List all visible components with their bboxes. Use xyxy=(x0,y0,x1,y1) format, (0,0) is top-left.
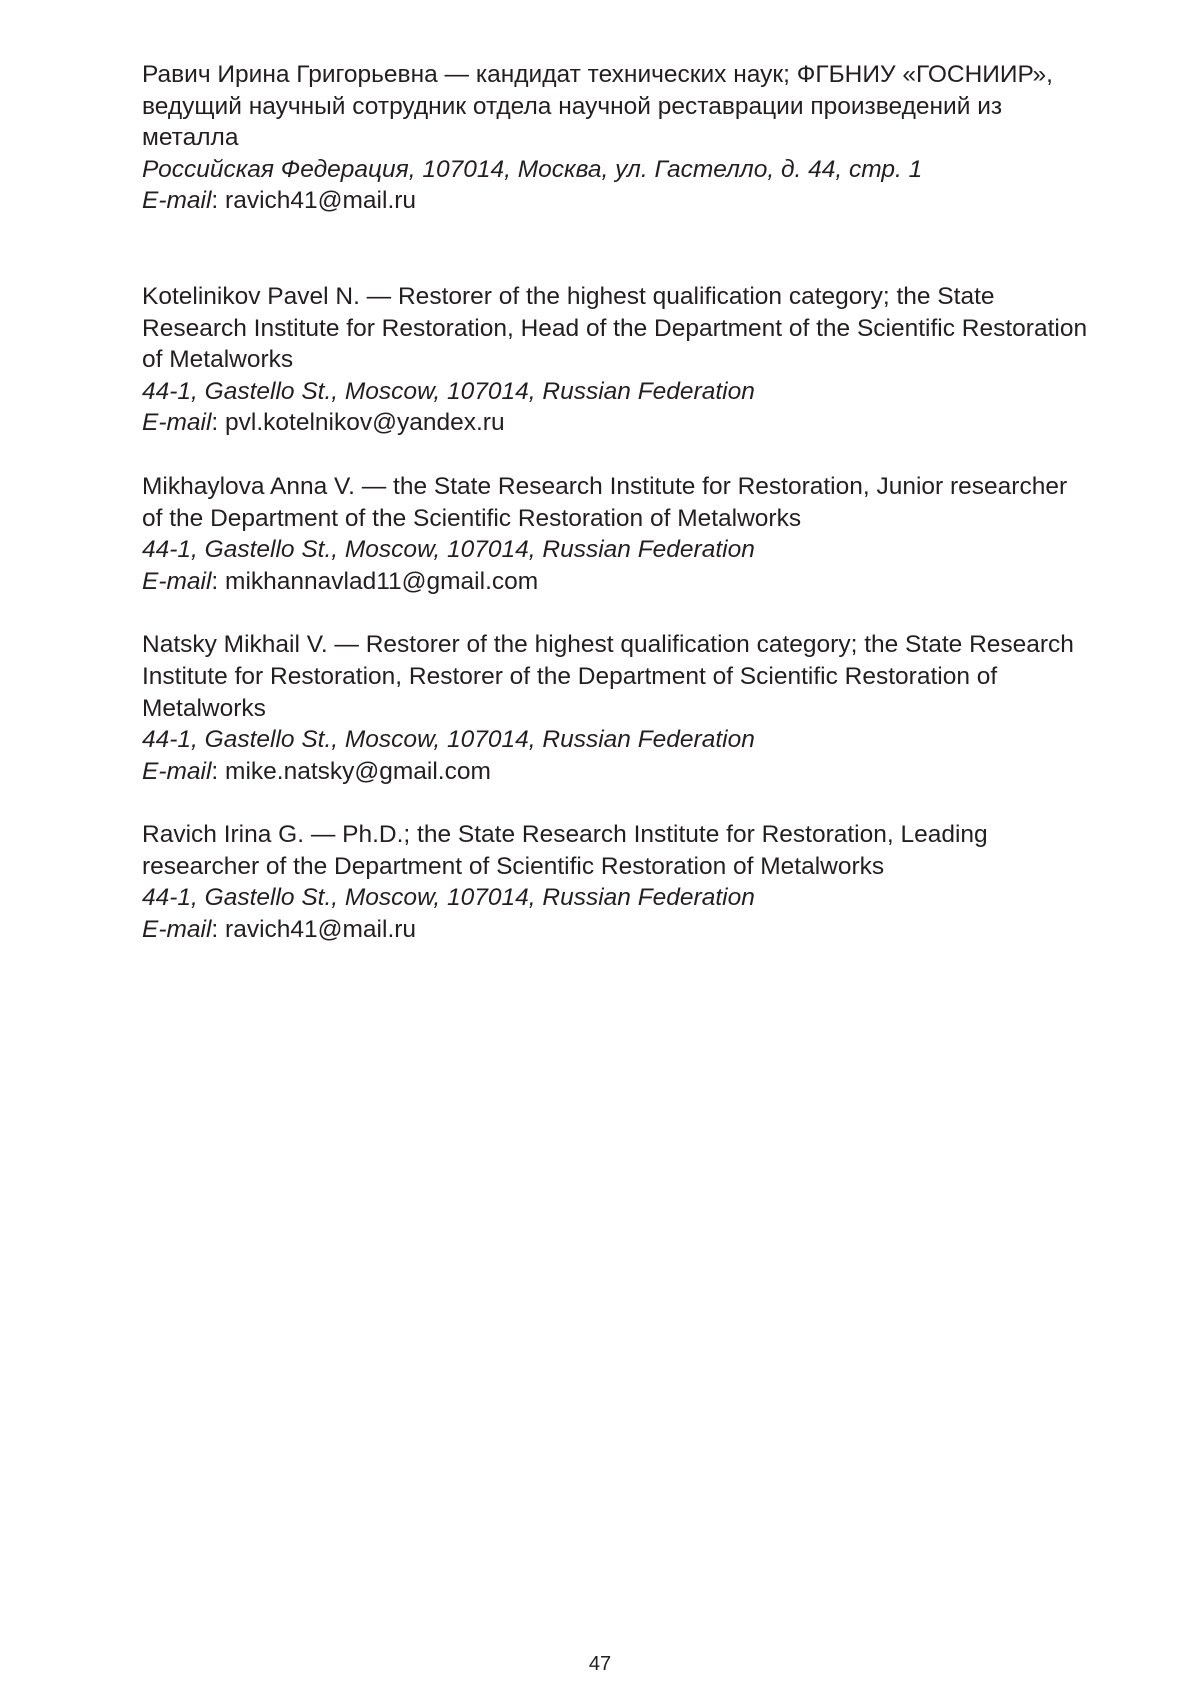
author-name-affiliation: Ravich Irina G. — Ph.D.; the State Research Institute for Restoration, Leading researcher of the Department of Scientific Restoration of Metalworks xyxy=(142,821,988,880)
author-list xyxy=(142,59,1092,978)
author-entry-mikhaylova xyxy=(142,471,1092,597)
author-address: Российская Федерация, 107014, Москва, ул. Гастелло, д. 44, стр. 1 xyxy=(142,155,923,183)
email-label: E-mail xyxy=(142,916,212,944)
email-label: E-mail xyxy=(142,757,212,785)
author-email: mike.natsky@gmail.com xyxy=(225,757,491,785)
email-label: E-mail xyxy=(142,567,212,595)
author-address: 44-1, Gastello St., Moscow, 107014, Russian Federation xyxy=(142,377,755,405)
author-address: 44-1, Gastello St., Moscow, 107014, Russian Federation xyxy=(142,884,755,912)
author-name-affiliation: Natsky Mikhail V. — Restorer of the highest qualification category; the State Research Institute for Restoration, Restorer of the Department of Scientific Restoration of Metalworks xyxy=(142,631,1074,722)
author-entry-natsky xyxy=(142,629,1092,787)
author-email: mikhannavlad11@gmail.com xyxy=(225,567,539,595)
author-entry-ravich-ru xyxy=(142,59,1092,217)
author-email-line: E-mail: mike.natsky@gmail.com xyxy=(142,757,491,785)
author-email: ravich41@mail.ru xyxy=(225,187,417,215)
author-email-line: E-mail: ravich41@mail.ru xyxy=(142,187,417,215)
author-name-affiliation: Равич Ирина Григорьевна — кандидат технических наук; ФГБНИУ «ГОСНИИР», ведущий научный сотрудник отдела научной реставрации произведений из металла xyxy=(142,61,1053,152)
email-label: E-mail xyxy=(142,187,212,215)
author-name-affiliation: Mikhaylova Anna V. — the State Research Institute for Restoration, Junior researcher of the Department of the Scientific Restoration of Metalworks xyxy=(142,472,1068,532)
author-name-affiliation: Kotelinikov Pavel N. — Restorer of the highest qualification category; the State Research Institute for Restoration, Head of the Department of the Scientific Restoration of Metalworks xyxy=(142,282,1088,374)
author-email-line: E-mail: mikhannavlad11@gmail.com xyxy=(142,567,539,595)
email-label: E-mail xyxy=(142,409,212,437)
author-address: 44-1, Gastello St., Moscow, 107014, Russian Federation xyxy=(142,726,755,754)
author-entry-ravich-en xyxy=(142,819,1092,945)
author-email-line: E-mail: pvl.kotelnikov@yandex.ru xyxy=(142,409,505,437)
page-number: 47 xyxy=(588,1653,612,1675)
author-address: 44-1, Gastello St., Moscow, 107014, Russian Federation xyxy=(142,536,755,564)
author-entry-kotelinikov xyxy=(142,281,1092,439)
author-email: ravich41@mail.ru xyxy=(225,916,417,944)
author-email-line: E-mail: ravich41@mail.ru xyxy=(142,916,417,944)
author-email: pvl.kotelnikov@yandex.ru xyxy=(225,409,505,437)
